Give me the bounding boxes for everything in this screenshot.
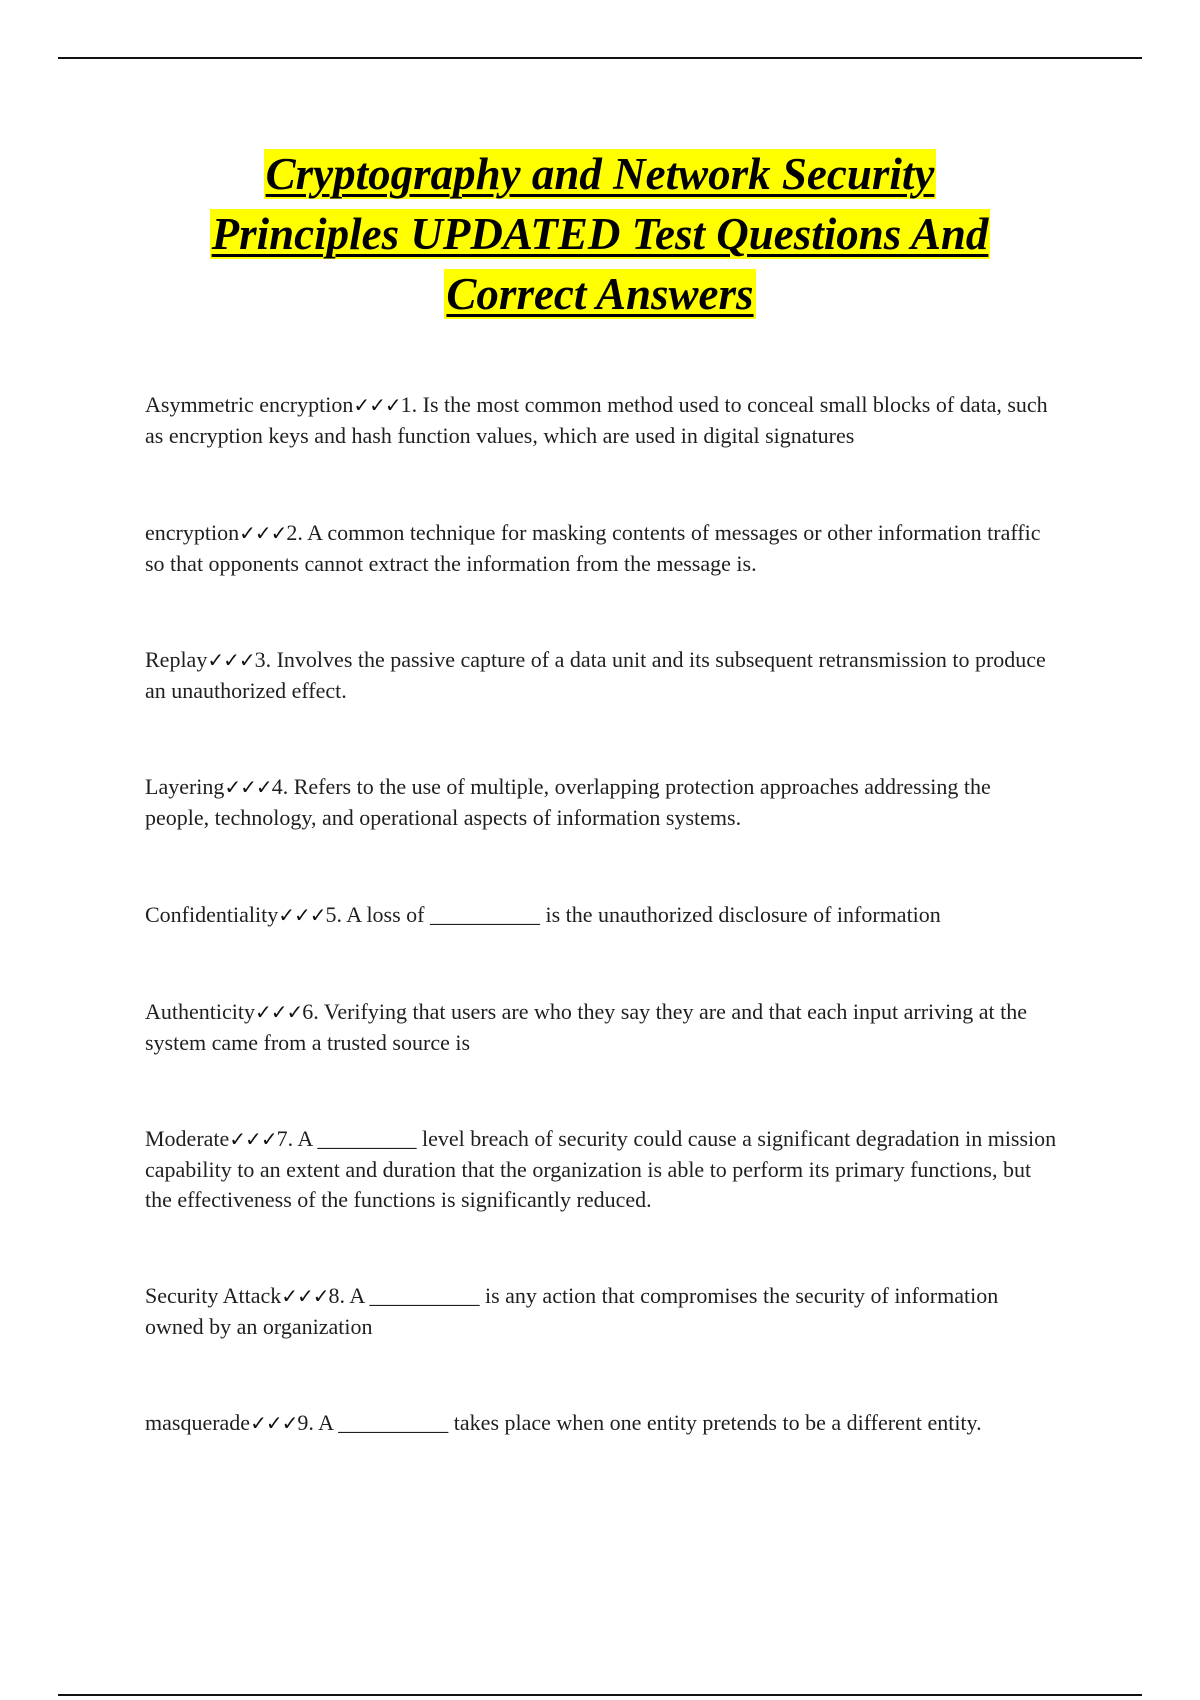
question-text: 4. Refers to the use of multiple, overlapping protection approaches addressing the people, technology, and operational aspects of information systems. xyxy=(145,774,991,830)
question-text: 8. A __________ is any action that compromises the security of information owned by an organization xyxy=(145,1283,999,1339)
check-marks-icon: ✓✓✓ xyxy=(207,648,255,672)
answer-text: encryption xyxy=(145,520,240,545)
bottom-rule xyxy=(58,1694,1142,1696)
qa-item-3 xyxy=(145,645,1060,706)
answer-text: Replay xyxy=(145,647,208,672)
check-marks-icon: ✓✓✓ xyxy=(353,393,401,417)
answer-text: Authenticity xyxy=(145,999,255,1024)
question-text: 3. Involves the passive capture of a data unit and its subsequent retransmission to produce an unauthorized effect. xyxy=(145,647,1046,703)
title-line-1: Cryptography and Network Security xyxy=(265,149,935,199)
answer-text: Security Attack xyxy=(145,1283,282,1308)
check-marks-icon: ✓✓✓ xyxy=(224,775,272,799)
qa-item-4 xyxy=(145,772,1060,833)
qa-item-9 xyxy=(145,1408,1060,1439)
check-marks-icon: ✓✓✓ xyxy=(250,1411,298,1435)
question-text: 6. Verifying that users are who they say they are and that each input arriving at the system came from a trusted source is xyxy=(145,999,1028,1055)
check-marks-icon: ✓✓✓ xyxy=(278,903,326,927)
question-text: 7. A _________ level breach of security could cause a significant degradation in mission capability to an extent and duration that the organization is able to perform its primary functions, but the effectiveness of the functions is significantly reduced. xyxy=(145,1126,1057,1212)
question-text: 1. Is the most common method used to conceal small blocks of data, such as encryption keys and hash function values, which are used in digital signatures xyxy=(145,392,1048,448)
answer-text: Asymmetric encryption xyxy=(145,392,354,417)
qa-item-8 xyxy=(145,1281,1060,1342)
question-text: 5. A loss of __________ is the unauthorized disclosure of information xyxy=(325,902,941,927)
answer-text: masquerade xyxy=(145,1410,251,1435)
check-marks-icon: ✓✓✓ xyxy=(281,1284,329,1308)
top-rule xyxy=(58,57,1142,59)
answer-text: Layering xyxy=(145,774,225,799)
question-text: 9. A __________ takes place when one entity pretends to be a different entity. xyxy=(297,1410,982,1435)
title-line-2: Principles UPDATED Test Questions And xyxy=(211,209,989,259)
check-marks-icon: ✓✓✓ xyxy=(254,1000,303,1024)
qa-item-6 xyxy=(145,997,1060,1058)
qa-item-1 xyxy=(145,390,1060,451)
title-line-3: Correct Answers xyxy=(446,269,754,319)
answer-text: Moderate xyxy=(145,1126,230,1151)
question-text: 2. A common technique for masking contents of messages or other information traffic so that opponents cannot extract the information from the message is. xyxy=(145,520,1041,576)
check-marks-icon: ✓✓✓ xyxy=(239,521,287,545)
qa-item-5 xyxy=(145,900,1060,931)
document-title xyxy=(100,144,1100,324)
qa-item-7 xyxy=(145,1124,1060,1216)
check-marks-icon: ✓✓✓ xyxy=(229,1127,277,1151)
qa-item-2 xyxy=(145,518,1060,579)
answer-text: Confidentiality xyxy=(145,902,279,927)
